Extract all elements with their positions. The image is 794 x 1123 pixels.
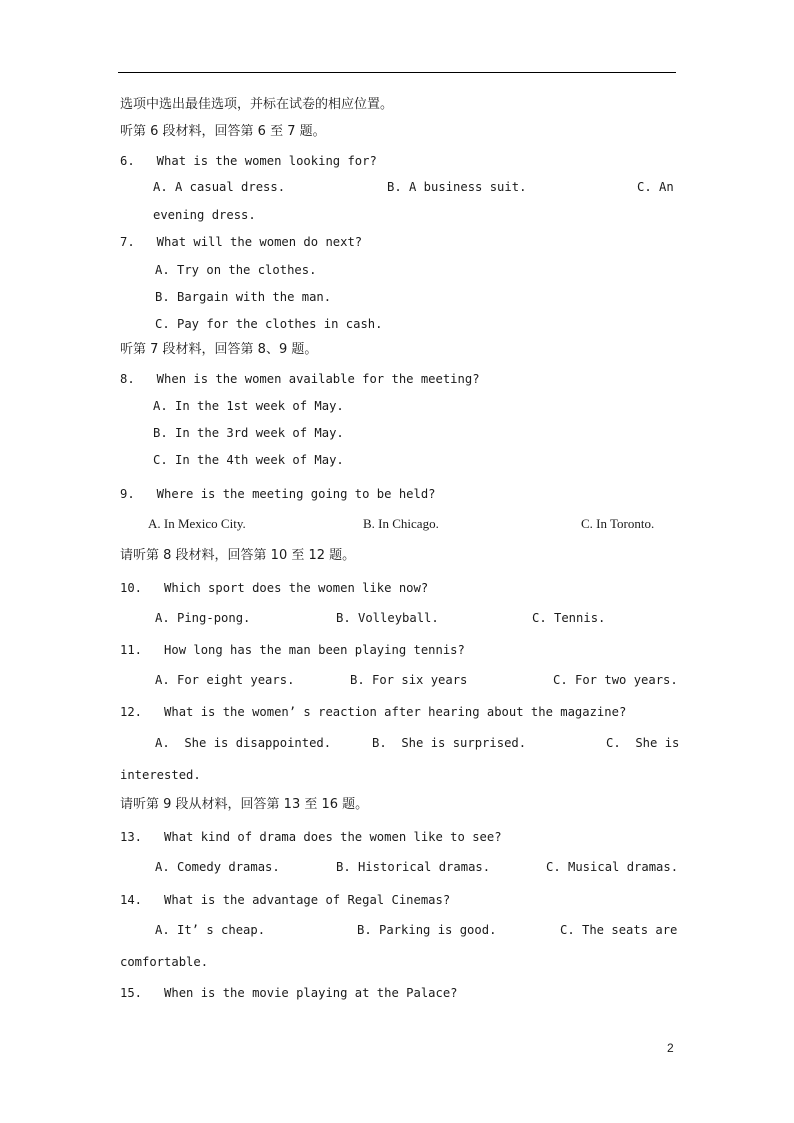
option-8a: A. In the 1st week of May. (153, 399, 344, 413)
option-13c: C. Musical dramas. (546, 860, 679, 874)
option-6c: C. An (637, 180, 674, 194)
option-7b: B. Bargain with the man. (155, 290, 332, 304)
section-heading-8: 请听第 8 段材料，回答第 10 至 12 题。 (120, 548, 356, 563)
option-14a: A. It’ s cheap. (155, 923, 266, 937)
option-6c-continued: evening dress. (153, 208, 256, 222)
question-6: 6. What is the women looking for? (120, 154, 377, 168)
option-12a: A. She is disappointed. (155, 736, 332, 750)
question-10: 10. Which sport does the women like now? (120, 581, 429, 595)
options-11 (0, 673, 794, 689)
option-9a: A. In Mexico City. (148, 516, 246, 531)
instruction-text: 选项中选出最佳选项，并标在试卷的相应位置。 (120, 97, 394, 112)
option-9b: B. In Chicago. (363, 516, 439, 531)
question-11: 11. How long has the man been playing tennis? (120, 643, 465, 657)
option-11b: B. For six years (350, 673, 468, 687)
options-12 (0, 736, 794, 752)
option-8b: B. In the 3rd week of May. (153, 426, 344, 440)
option-13a: A. Comedy dramas. (155, 860, 280, 874)
option-7c: C. Pay for the clothes in cash. (155, 317, 383, 331)
options-14 (0, 923, 794, 939)
option-12b: B. She is surprised. (372, 736, 527, 750)
option-10b: B. Volleyball. (336, 611, 439, 625)
question-15: 15. When is the movie playing at the Palace? (120, 986, 458, 1000)
options-10 (0, 611, 794, 627)
option-14c-continued: comfortable. (120, 955, 209, 969)
option-11a: A. For eight years. (155, 673, 295, 687)
question-12: 12. What is the women’ s reaction after hearing about the magazine? (120, 705, 627, 719)
option-12c: C. She is (606, 736, 680, 750)
option-10c: C. Tennis. (532, 611, 606, 625)
options-6 (0, 180, 794, 196)
section-heading-9: 请听第 9 段从材料，回答第 13 至 16 题。 (120, 797, 369, 812)
option-6a: A. A casual dress. (153, 180, 286, 194)
option-12c-continued: interested. (120, 768, 201, 782)
options-9 (0, 516, 794, 532)
section-heading-7: 听第 7 段材料，回答第 8、9 题。 (120, 342, 318, 357)
option-14c: C. The seats are (560, 923, 678, 937)
page-number: 2 (667, 1041, 674, 1055)
option-7a: A. Try on the clothes. (155, 263, 317, 277)
option-14b: B. Parking is good. (357, 923, 497, 937)
option-8c: C. In the 4th week of May. (153, 453, 344, 467)
option-6b: B. A business suit. (387, 180, 527, 194)
question-8: 8. When is the women available for the meeting? (120, 372, 480, 386)
option-10a: A. Ping-pong. (155, 611, 251, 625)
question-13: 13. What kind of drama does the women like to see? (120, 830, 502, 844)
section-heading-6: 听第 6 段材料，回答第 6 至 7 题。 (120, 124, 326, 139)
options-13 (0, 860, 794, 876)
question-7: 7. What will the women do next? (120, 235, 363, 249)
option-9c: C. In Toronto. (581, 516, 655, 531)
option-11c: C. For two years. (553, 673, 678, 687)
header-rule (118, 72, 676, 73)
option-13b: B. Historical dramas. (336, 860, 491, 874)
question-9: 9. Where is the meeting going to be held? (120, 487, 436, 501)
question-14: 14. What is the advantage of Regal Cinemas? (120, 893, 451, 907)
